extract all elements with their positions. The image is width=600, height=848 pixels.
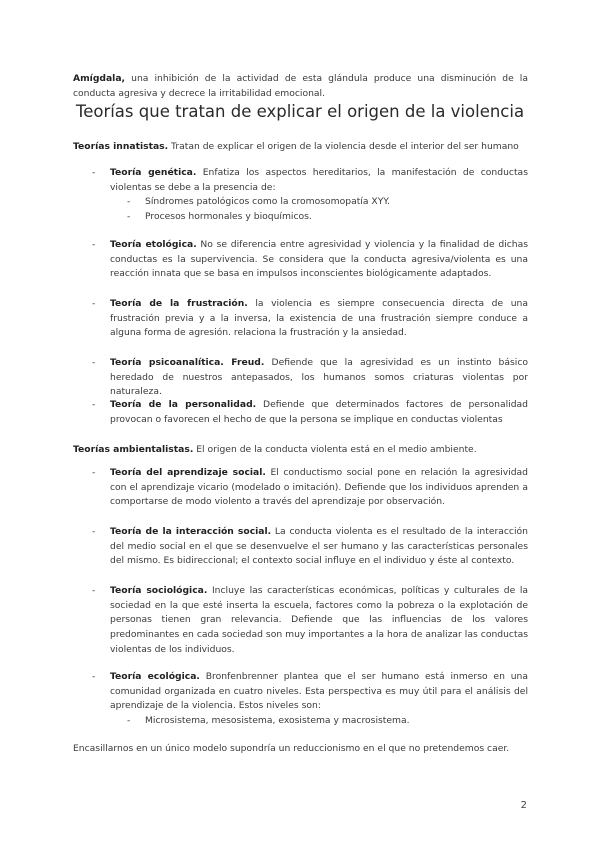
item-label: Teoría psicoanalítica. Freud. — [110, 357, 265, 368]
item-text: El conductismo social pone en relación la agresividad con el aprendizaje vicario (modelado o imitación). Defiende que los individuos aprenden a comportarse de modo violento a través del aprendizaje por observación. — [110, 467, 528, 508]
closing-paragraph: Encasillarnos en un único modelo supondría un reduccionismo en el que no pretendemos caer. — [73, 743, 510, 754]
sublist-bullet: - — [127, 196, 131, 207]
item-label: Teoría de la frustración. — [110, 298, 248, 309]
item-label: Teoría genética. — [110, 167, 197, 178]
item-text: No se diferencia entre agresividad y violencia y la finalidad de dichas conductas es la supervivencia. Se considera que la conducta agresiva/violenta es una reacción innata que se basa en impulsos inconscientes biológicamente adaptados. — [110, 239, 528, 280]
item-text: Defiende que la agresividad es un instinto básico heredado de nuestros antepasados, los humanos somos criaturas violentas por naturaleza. — [110, 357, 529, 398]
item-text: la violencia es siempre consecuencia directa de una frustración previa y a la inversa, la existencia de una frustración siempre conduce a alguna forma de agresión. relaciona la frustración y la ansiedad. — [110, 298, 528, 339]
item-label: Teoría sociológica. — [110, 585, 208, 596]
sublist-item: Microsistema, mesosistema, exosistema y macrosistema. — [145, 715, 410, 726]
item-text: La conducta violenta es el resultado de la interacción del medio social en el que se desenvuelve el ser humano y las características personales del mismo. Es bidireccional; el contexto social influye en el individuo y éste al contexto. — [110, 526, 528, 567]
list-item — [110, 466, 528, 510]
list-item — [110, 238, 528, 282]
item-label: Teoría de la personalidad. — [110, 399, 257, 410]
list-bullet: - — [92, 671, 96, 682]
list-bullet: - — [92, 298, 96, 309]
list-bullet: - — [92, 585, 96, 596]
sublist-item: Síndromes patológicos como la cromosomopatía XYY. — [145, 196, 390, 207]
item-label: Teoría ecológica. — [110, 671, 200, 682]
item-label: Teoría del aprendizaje social. — [110, 467, 266, 478]
list-item — [110, 670, 528, 714]
intro-paragraph — [73, 72, 528, 101]
page-number: 2 — [520, 800, 527, 811]
list-bullet: - — [92, 167, 96, 178]
list-item — [110, 525, 528, 569]
item-text: Defiende que determinados factores de personalidad provocan o favorecen el hecho de que la persona se implique en conductas violentas — [110, 399, 528, 425]
item-text: Incluye las características económicas, políticas y culturales de la sociedad en la que esté inserta la escuela, factores como la pobreza o la explotación de personas tienen gran relevancia. Defiende que las influencias de los valores predominantes en cada sociedad son muy importantes a la hora de analizar las conductas violentas de los individuos. — [110, 585, 528, 655]
list-item — [110, 297, 528, 341]
list-bullet: - — [92, 357, 96, 368]
intro-text: una inhibición de la actividad de esta glándula produce una disminución de la conducta agresiva y decrece la irritabilidad emocional. — [73, 73, 528, 99]
sublist-bullet: - — [127, 715, 131, 726]
list-item — [110, 398, 528, 427]
section-title: Teorías que tratan de explicar el origen de la violencia — [75, 102, 525, 121]
item-text: Bronfenbrenner plantea que el ser humano está inmerso en una comunidad organizada en cuatro niveles. Esta perspectiva es muy útil para el análisis del aprendizaje de la violencia. Estos niveles son: — [110, 671, 529, 712]
list-item — [110, 584, 528, 658]
innatistas-heading — [73, 140, 528, 155]
intro-label: Amígdala, — [73, 73, 126, 84]
list-bullet: - — [92, 239, 96, 250]
list-item — [110, 356, 528, 400]
sublist-item: Procesos hormonales y bioquímicos. — [145, 211, 312, 222]
list-bullet: - — [92, 526, 96, 537]
list-bullet: - — [92, 467, 96, 478]
innatistas-text: Tratan de explicar el origen de la violencia desde el interior del ser humano — [168, 141, 519, 152]
list-item — [110, 166, 528, 195]
item-label: Teoría de la interacción social. — [110, 526, 272, 537]
ambientalistas-heading — [73, 443, 528, 458]
sublist-bullet: - — [127, 211, 131, 222]
ambientalistas-text: El origen de la conducta violenta está en el medio ambiente. — [193, 444, 477, 455]
list-bullet: - — [92, 399, 96, 410]
innatistas-label: Teorías innatistas. — [73, 141, 169, 152]
item-text: Enfatiza los aspectos hereditarios, la manifestación de conductas violentas se debe a la presencia de: — [110, 167, 528, 193]
item-label: Teoría etológica. — [110, 239, 197, 250]
ambientalistas-label: Teorías ambientalistas. — [73, 444, 194, 455]
